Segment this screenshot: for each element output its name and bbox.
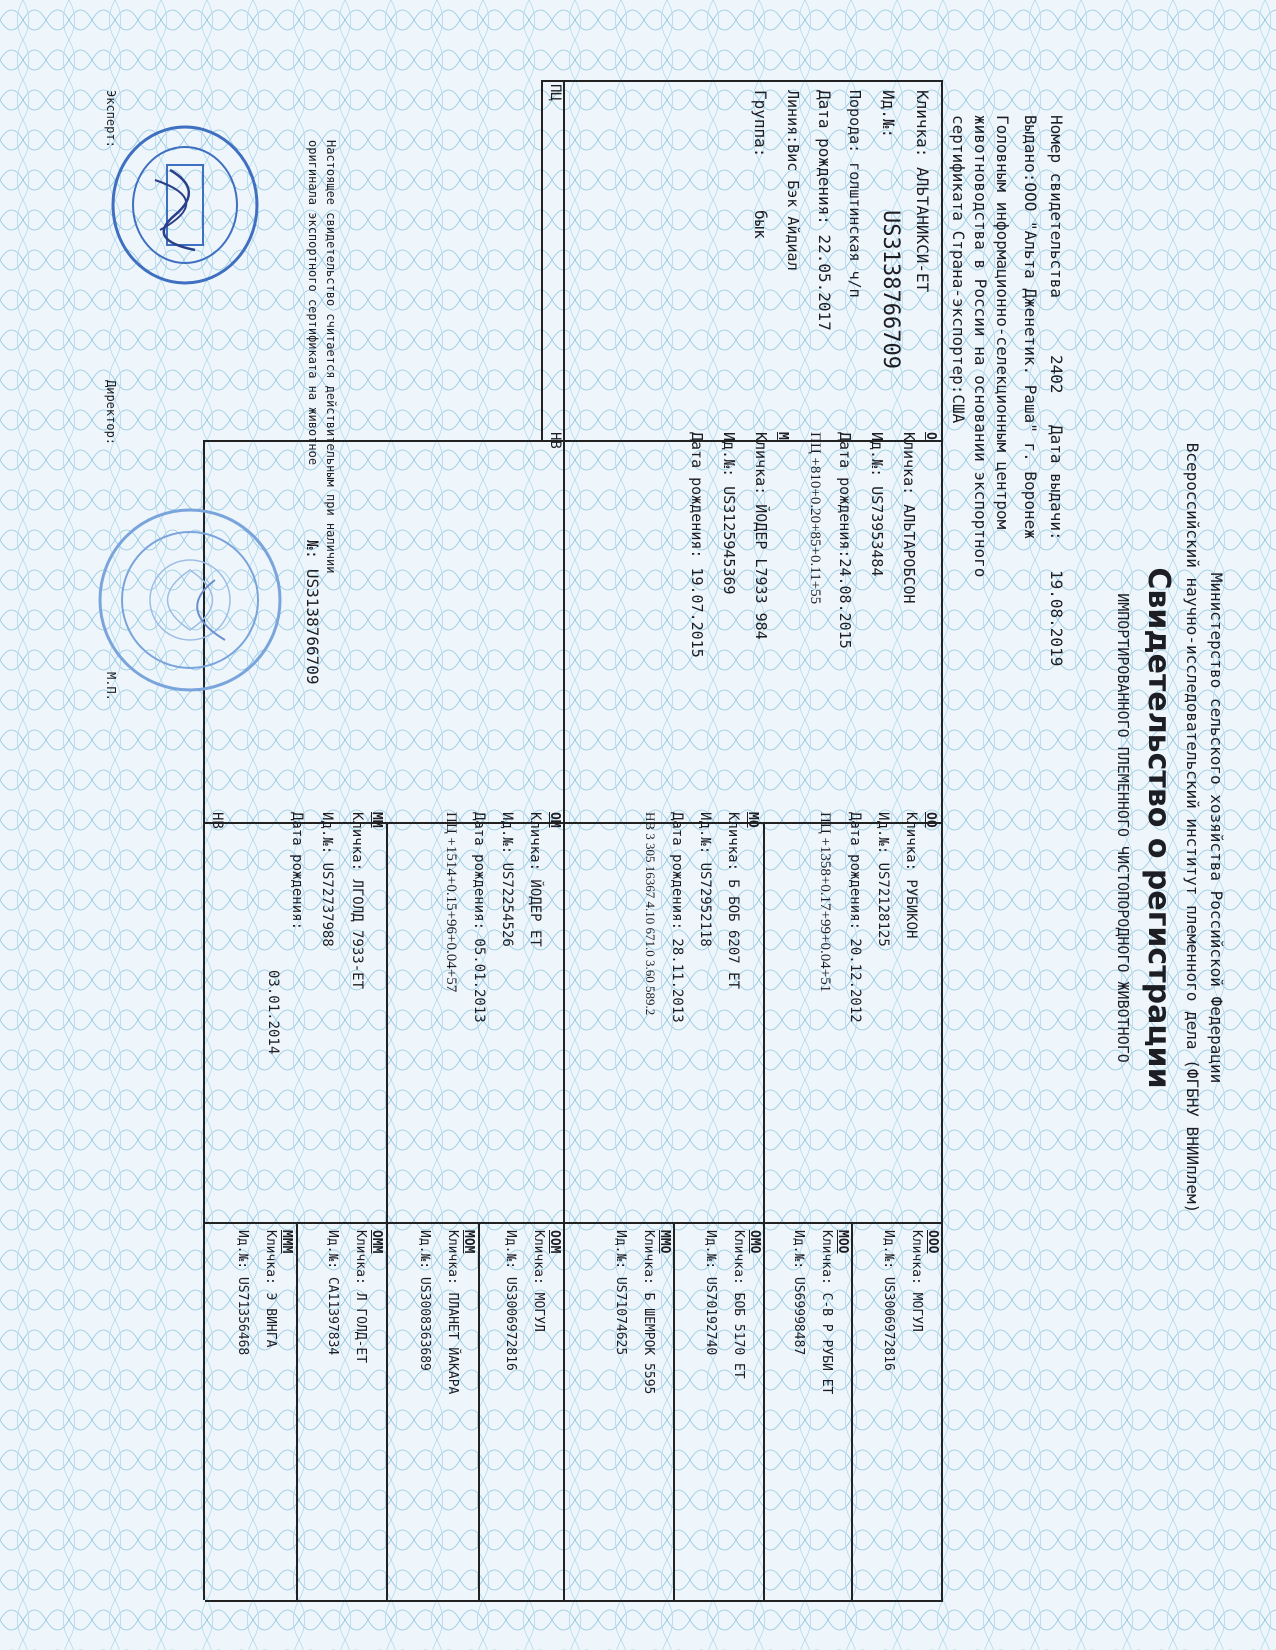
- oo-code: ОО: [923, 812, 938, 828]
- expert-label: Эксперт:: [104, 90, 118, 148]
- ggp-id-0: Ид.№: US3006972816: [881, 1230, 896, 1371]
- ggp-code-3: ММО: [657, 1230, 672, 1254]
- basis-line-1: Головным информационно-селекционным центром: [993, 115, 1012, 530]
- ggp-id-2: Ид.№: US70192740: [703, 1230, 718, 1356]
- issue-date-label: Дата выдачи:: [1047, 425, 1066, 541]
- ggp-name-0: Кличка: МОГУЛ: [909, 1230, 924, 1332]
- animal-line: Линия:Вис Бэк Айдиал: [784, 90, 802, 271]
- mo-id: Ид.№: US72952118: [697, 812, 713, 947]
- ggp-id-7: Ид.№: US71356468: [235, 1230, 250, 1356]
- ggp-id-1: Ид.№: US69998487: [791, 1230, 806, 1356]
- animal-name: Кличка: АЛЬТАНИКСИ-ЕТ: [913, 90, 932, 293]
- issued-to: Выдано:ООО "Альта Дженетик. Раша" г. Воронеж: [1021, 115, 1040, 539]
- seal-stamp-icon: [95, 500, 285, 700]
- validity-note-line-2: оригинала экспортного сертификата на животное: [306, 140, 320, 466]
- ggp-code-5: МОМ: [461, 1230, 476, 1254]
- validity-note-line-1: Настоящее свидетельство считается действительным при наличии: [324, 140, 338, 574]
- sire-code: О: [923, 432, 938, 440]
- mm-birth-date: 03.01.2014: [265, 970, 281, 1055]
- sire-pc: ПЦ +810+0.20+85+0.11+55: [807, 432, 823, 605]
- dam-name: Кличка: ЙОДЕР L7933 984: [752, 432, 770, 640]
- ggp-name-7: Кличка: Э ВИНГА: [263, 1230, 278, 1348]
- om-id: Ид.№: US72254526: [499, 812, 515, 947]
- institute-heading: Всероссийский научно-исследовательский институт племенного дела (ФГБНУ ВНИИплем): [1183, 442, 1202, 1214]
- basis-line-2: животноводства в России на основании экспортного: [971, 115, 990, 578]
- ggp-name-2: Кличка: БОБ 5170 ЕТ: [731, 1230, 746, 1379]
- ggp-id-4: Ид.№: US3006972816: [503, 1230, 518, 1371]
- animal-group: бык: [751, 210, 770, 239]
- ggp-name-3: Кличка: Б ШЕМРОК 5595: [641, 1230, 656, 1395]
- ggp-id-3: Ид.№: US71074625: [613, 1230, 628, 1356]
- sire-birth-date: Дата рождения:24.08.2015: [836, 432, 854, 649]
- oo-pc: ПЦ +1358+0.17+99+0.04+51: [817, 812, 833, 993]
- animal-id-label: Ид.№:: [879, 90, 898, 139]
- animal-id: US3138766709: [878, 210, 903, 369]
- ggp-code-4: ООМ: [547, 1230, 562, 1254]
- oo-id: Ид.№: US72128125: [875, 812, 891, 947]
- animal-group-label: Группа:: [751, 90, 770, 158]
- om-birth-date: Дата рождения: 05.01.2013: [471, 812, 487, 1023]
- ggp-code-1: МОО: [835, 1230, 850, 1254]
- mo-code: МО: [745, 812, 760, 828]
- om-pc: ПЦ +1514+0.15+96+0.04+57: [443, 812, 459, 993]
- mm-name: Кличка: ЛГОЛД 7933-ЕТ: [349, 812, 365, 990]
- dam-code: М: [775, 432, 790, 440]
- mm-id: Ид.№: US72737988: [319, 812, 335, 947]
- basis-line-3: сертификата Страна-экспортер:США: [949, 115, 968, 424]
- ggp-name-4: Кличка: МОГУЛ: [531, 1230, 546, 1332]
- animal-breed: Порода: голштинская ч/п: [846, 90, 864, 298]
- ggp-id-5: Ид.№: US3008363689: [417, 1230, 432, 1371]
- sire-id: Ид.№: US73953484: [868, 432, 886, 577]
- ggp-code-0: ООО: [925, 1230, 940, 1254]
- mo-nv: НВ 3 305 16367 4.10 671.0 3.60 589.2: [643, 812, 658, 1016]
- ggp-name-6: Кличка: Л ГОЛД-ЕТ: [353, 1230, 368, 1364]
- mo-name: Кличка: Б БОБ 6207 ЕТ: [725, 812, 741, 990]
- mo-birth-date: Дата рождения: 28.11.2013: [669, 812, 685, 1023]
- page-subtitle: ИМПОРТИРОВАННОГО ПЛЕМЕННОГО ЧИСТОПОРОДНОГО ЖИВОТНОГО: [1114, 593, 1132, 1063]
- validity-note-number: №: US3138766709: [303, 540, 322, 685]
- oo-name: Кличка: РУБИКОН: [903, 812, 919, 939]
- dam-birth-date: Дата рождения: 19.07.2015: [688, 432, 706, 658]
- ggp-name-5: Кличка: ПЛАНЕТ ЙАКАРА: [445, 1230, 460, 1395]
- page-title: Свидетельство о регистрации: [1141, 567, 1176, 1089]
- ggp-code-2: ОМО: [747, 1230, 762, 1254]
- expert-stamp-icon: [105, 120, 265, 290]
- mp-label: М.П.: [104, 672, 118, 701]
- ggp-id-6: Ид.№: CA11397834: [325, 1230, 340, 1356]
- animal-birth-date: Дата рождения: 22.05.2017: [815, 90, 834, 331]
- om-code: ОМ: [547, 812, 562, 828]
- ggp-code-7: МММ: [279, 1230, 294, 1254]
- certificate-document: [95, 60, 1225, 1596]
- certificate-number: 2402: [1047, 355, 1066, 394]
- issue-date: 19.08.2019: [1047, 570, 1066, 667]
- ministry-heading: Министерство сельского хозяйства Российской Федерации: [1207, 572, 1226, 1084]
- mm-nv: НВ: [209, 812, 225, 829]
- oo-birth-date: Дата рождения: 20.12.2012: [847, 812, 863, 1023]
- dam-id: Ид.№: US3125945369: [720, 432, 738, 595]
- animal-pc: ПЦ: [547, 84, 563, 101]
- certificate-number-label: Номер свидетельства: [1047, 115, 1066, 299]
- sire-name: Кличка: АЛЬТАРОБСОН: [900, 432, 918, 604]
- mm-code: ММ: [369, 812, 384, 828]
- director-label: Директор:: [104, 380, 118, 446]
- mm-birth-label: Дата рождения:: [289, 812, 305, 931]
- om-name: Кличка: ЙОДЕР ЕТ: [527, 812, 543, 947]
- ggp-code-6: ОММ: [369, 1230, 384, 1254]
- ggp-name-1: Кличка: С-В Р РУБИ ЕТ: [819, 1230, 834, 1395]
- dam-nv: НВ: [547, 432, 563, 449]
